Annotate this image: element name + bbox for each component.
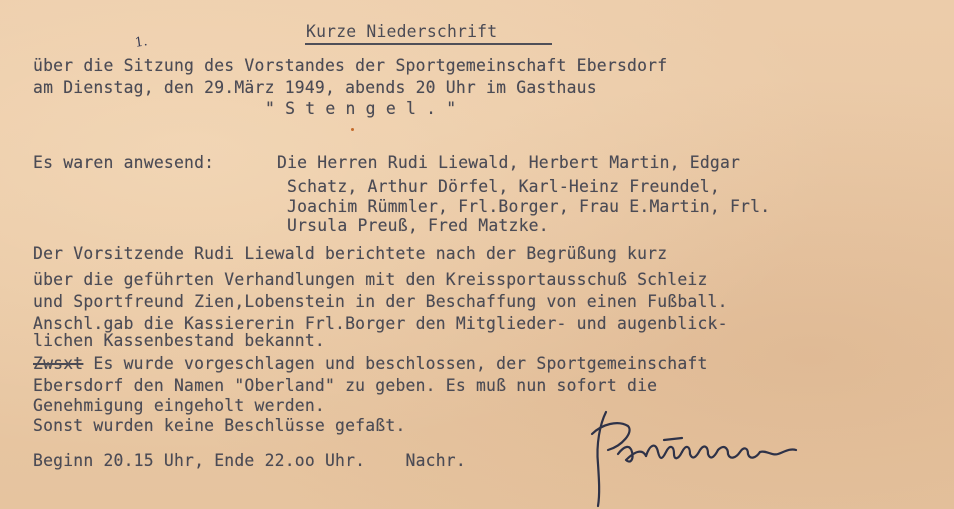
intro-line-1: über die Sitzung des Vorstandes der Sportgemeinschaft Ebersdorf [33,56,668,75]
attendance-line-2: Schatz, Arthur Dörfel, Karl-Heinz Freundel, [287,177,720,196]
report-line-2: über die geführten Verhandlungen mit den Kreissportausschuß Schleiz [33,270,708,289]
footer-line: Beginn 20.15 Uhr, Ende 22.oo Uhr. Nachr. [33,451,466,470]
report-line-1: Der Vorsitzende Rudi Liewald berichtete nach der Begrüßung kurz [33,244,668,263]
attendance-line-4: Ursula Preuß, Fred Matzke. [287,216,549,235]
struck-word: Zwsxt [33,354,84,373]
document-title: Kurze Niederschrift [306,22,498,41]
resolution-text-1: Es wurde vorgeschlagen und beschlossen, der Sportgemeinschaft [83,354,708,373]
intro-line-2: am Dienstag, den 29.März 1949, abends 20 Uhr im Gasthaus [33,78,597,97]
attendance-line-1: Die Herren Rudi Liewald, Herbert Martin, Edgar [277,153,741,172]
handwritten-signature [578,394,808,509]
handwritten-number: 1. [134,34,149,51]
resolution-line-2: Ebersdorf den Namen "Oberland" zu geben. Es muß nun sofort die [33,376,658,395]
attendance-line-3: Joachim Rümmler, Frl.Borger, Frau E.Martin, Frl. [287,197,771,216]
report-line-3: und Sportfreund Zien,Lobenstein in der Beschaffung von einen Fußball. [33,292,728,311]
intro-line-3: " S t e n g e l . " [265,99,457,118]
ink-dot [351,128,354,131]
resolution-line-1 [33,356,708,372]
report-line-4: Anschl.gab die Kassiererin Frl.Borger den Mitglieder- und augenblick- [33,314,728,333]
resolution-line-3: Genehmigung eingeholt werden. [33,396,325,415]
attendance-label: Es waren anwesend: [33,153,215,172]
title-underline [305,43,552,45]
resolution-line-4: Sonst wurden keine Beschlüsse gefaßt. [33,416,406,435]
report-line-5: lichen Kassenbestand bekannt. [33,331,325,350]
